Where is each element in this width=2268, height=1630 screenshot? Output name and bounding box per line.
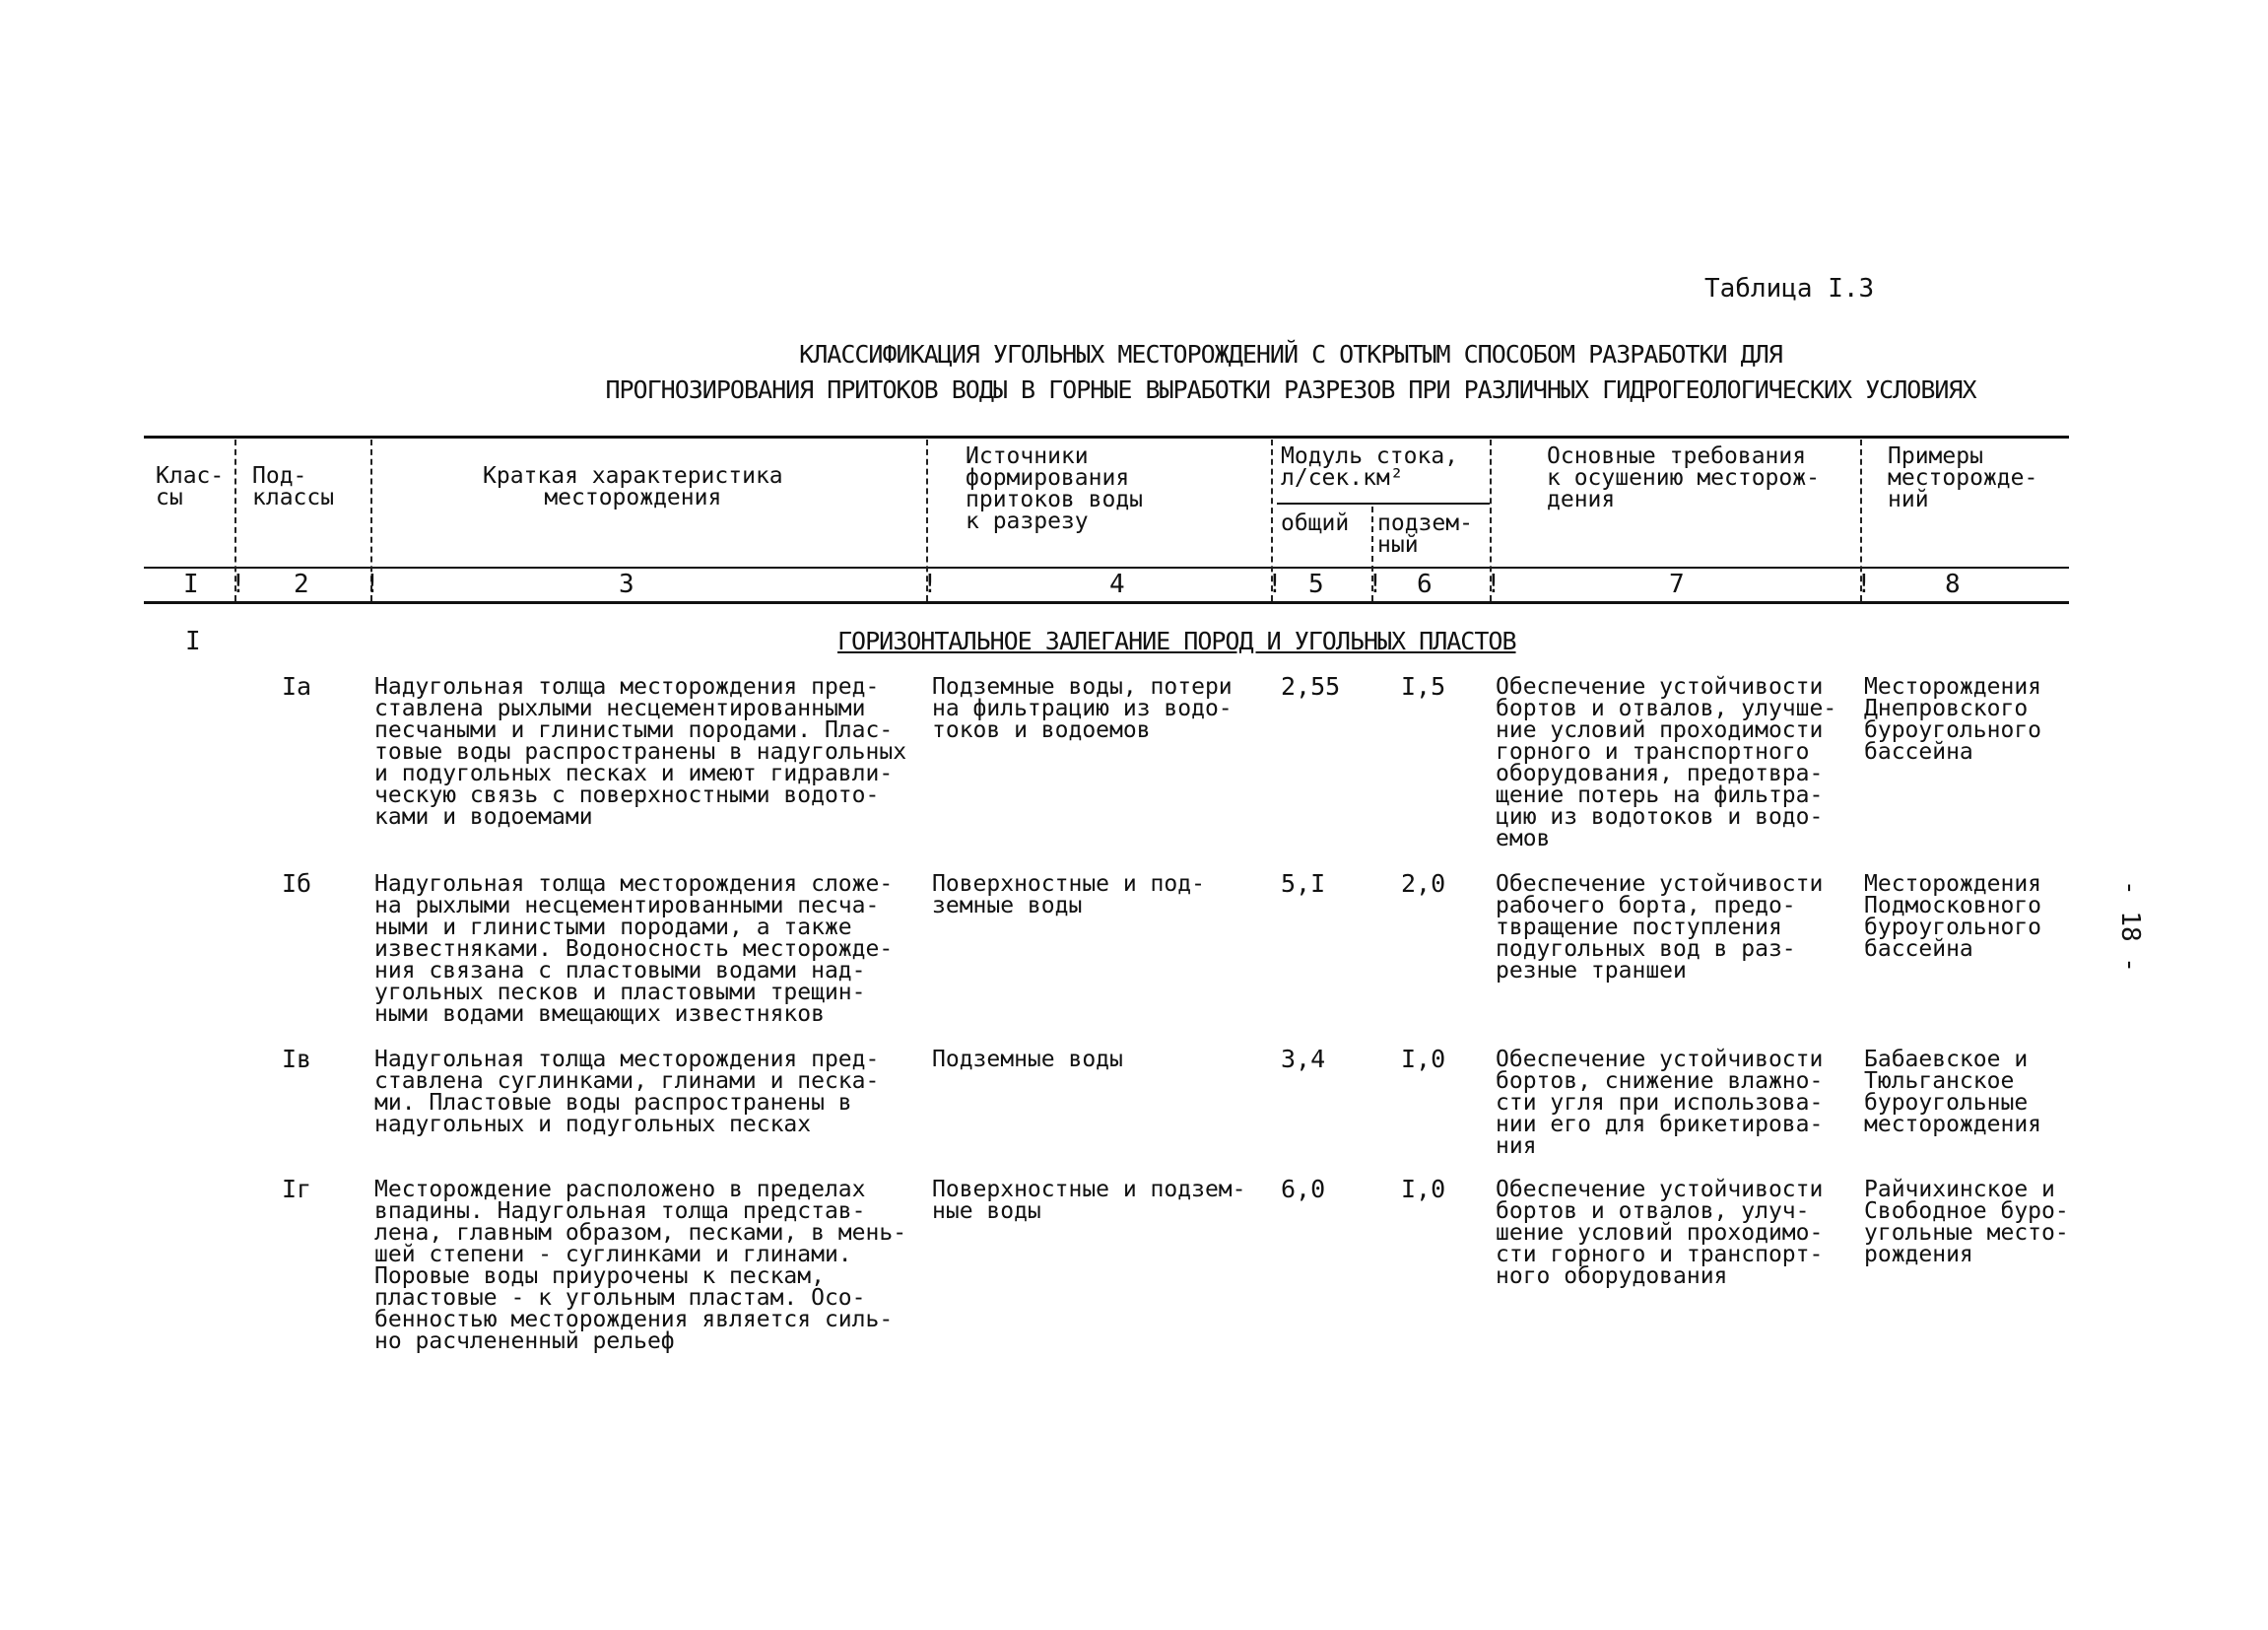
column-number-separator: ! [922, 570, 938, 599]
section-class: I [185, 627, 201, 656]
runoff-underground: I,0 [1401, 1175, 1446, 1203]
column-number-separator: ! [1367, 570, 1383, 599]
subclass: Iа [282, 672, 312, 701]
column-number-separator: ! [231, 570, 246, 599]
runoff-total: 6,0 [1281, 1175, 1326, 1203]
water-sources: Поверхностные и под- земные воды [932, 871, 1205, 918]
subclass: Iг [282, 1175, 312, 1203]
deposit-examples: Райчихинское и Свободное буро- угольные место- рождения [1864, 1177, 2069, 1267]
runoff-total: 2,55 [1281, 672, 1341, 701]
column-number-separator: ! [1486, 570, 1501, 599]
column-number-separator: ! [365, 570, 380, 599]
runoff-underground: I,5 [1401, 672, 1446, 701]
description: Надугольная толща месторождения пред- ставлена рыхлыми несцементированными песчаными и глинистыми породами. Плас- товые воды распространены в надугольных и подугольных песках и имеют гидравли- ческую связь с поверхностными водото- ками и водоемами [374, 674, 907, 830]
column-number-separator: ! [1267, 570, 1283, 599]
drainage-requirements: Обеспечение устойчивости бортов и отвалов, улуч- шение условий проходимо- сти горного и транспорт- ного оборудования [1496, 1177, 1824, 1289]
header-requirements: Основные требования к осушению месторож- дения [1547, 443, 1820, 512]
water-sources: Подземные воды [932, 1047, 1123, 1072]
runoff-underground: 2,0 [1401, 869, 1446, 898]
water-sources: Поверхностные и подзем- ные воды [932, 1177, 1246, 1224]
column-number: 7 [1669, 570, 1685, 599]
deposit-examples: Бабаевское и Тюльганское буроугольные месторождения [1864, 1047, 2042, 1137]
runoff-underground: I,0 [1401, 1045, 1446, 1073]
drainage-requirements: Обеспечение устойчивости рабочего борта, предо- твращение поступления подугольных вод в раз- резные траншеи [1496, 871, 1824, 984]
header-bottom-rule [144, 567, 2069, 569]
header-runoff-module: Модуль стока, л/сек.км² [1281, 443, 1459, 491]
header-subclasses: Под- классы [252, 463, 335, 510]
header-top-rule [144, 436, 2069, 439]
deposit-examples: Месторождения Днепровского буроугольного бассейна [1864, 674, 2042, 765]
description: Надугольная толща месторождения сложе- на рыхлыми несцементированными песча- ными и глинистыми породами, а также известняками. Водоносность месторожде- ния связана с пластовыми водами над- угольных песков и пластовыми трещин- ными водами вмещающих известняков [374, 871, 894, 1027]
header-sources: Источники формирования притоков воды к разрезу [966, 443, 1144, 534]
column-number-separator: ! [1856, 570, 1872, 599]
column-number: 4 [1109, 570, 1125, 599]
drainage-requirements: Обеспечение устойчивости бортов и отвалов, улучше- ние условий проходимости горного и транспортного оборудования, предотвра- щение потерь на фильтра- цию из водотоков и водо- емов [1496, 674, 1837, 851]
subclass: Iб [282, 869, 312, 898]
table-label: Таблица I.3 [1704, 274, 1875, 304]
runoff-total: 3,4 [1281, 1045, 1326, 1073]
deposit-examples: Месторождения Подмосковного буроугольного бассейна [1864, 871, 2042, 962]
header-split-rule [1277, 503, 1490, 505]
subclass: Iв [282, 1045, 312, 1073]
column-number: 3 [619, 570, 634, 599]
description: Надугольная толща месторождения пред- ставлена суглинками, глинами и песка- ми. Пластовые воды распространены в надугольных и подугольных песках [374, 1047, 880, 1137]
header-underground: подзем- ный [1377, 510, 1473, 558]
water-sources: Подземные воды, потери на фильтрацию из водо- токов и водоемов [932, 674, 1233, 743]
page-number: - 18 - [2114, 880, 2145, 973]
column-number: I [183, 570, 199, 599]
header-classes: Клас- сы [156, 463, 225, 510]
title-line-2: ПРОГНОЗИРОВАНИЯ ПРИТОКОВ ВОДЫ В ГОРНЫЕ ВЫРАБОТКИ РАЗРЕЗОВ ПРИ РАЗЛИЧНЫХ ГИДРОГЕОЛОГИЧЕСКИХ УСЛОВИЯХ [605, 375, 1976, 404]
runoff-total: 5,I [1281, 869, 1326, 898]
column-numbers-rule [144, 601, 2069, 604]
header-examples: Примеры месторожде- ний [1888, 443, 2038, 512]
title-line-1: КЛАССИФИКАЦИЯ УГОЛЬНЫХ МЕСТОРОЖДЕНИЙ С ОТКРЫТЫМ СПОСОБОМ РАЗРАБОТКИ ДЛЯ [799, 340, 1782, 369]
column-number: 5 [1308, 570, 1324, 599]
description: Месторождение расположено в пределах впадины. Надугольная толща представ- лена, главным образом, песками, в мень- шей степени - суглинками и глинами. Поровые воды приурочены к пескам, пластовые - к угольным пластам. Осо- бенностью месторождения является силь- но расчлененный рельеф [374, 1177, 907, 1354]
section-title: ГОРИЗОНТАЛЬНОЕ ЗАЛЕГАНИЕ ПОРОД И УГОЛЬНЫХ ПЛАСТОВ [837, 627, 1516, 655]
header-description: Краткая характеристика месторождения [483, 463, 783, 510]
drainage-requirements: Обеспечение устойчивости бортов, снижение влажно- сти угля при использова- нии его для брикетирова- ния [1496, 1047, 1824, 1159]
column-number: 2 [294, 570, 309, 599]
table-title [552, 337, 2030, 408]
header-total: общий [1281, 510, 1350, 536]
column-number: 6 [1417, 570, 1433, 599]
column-number: 8 [1945, 570, 1961, 599]
